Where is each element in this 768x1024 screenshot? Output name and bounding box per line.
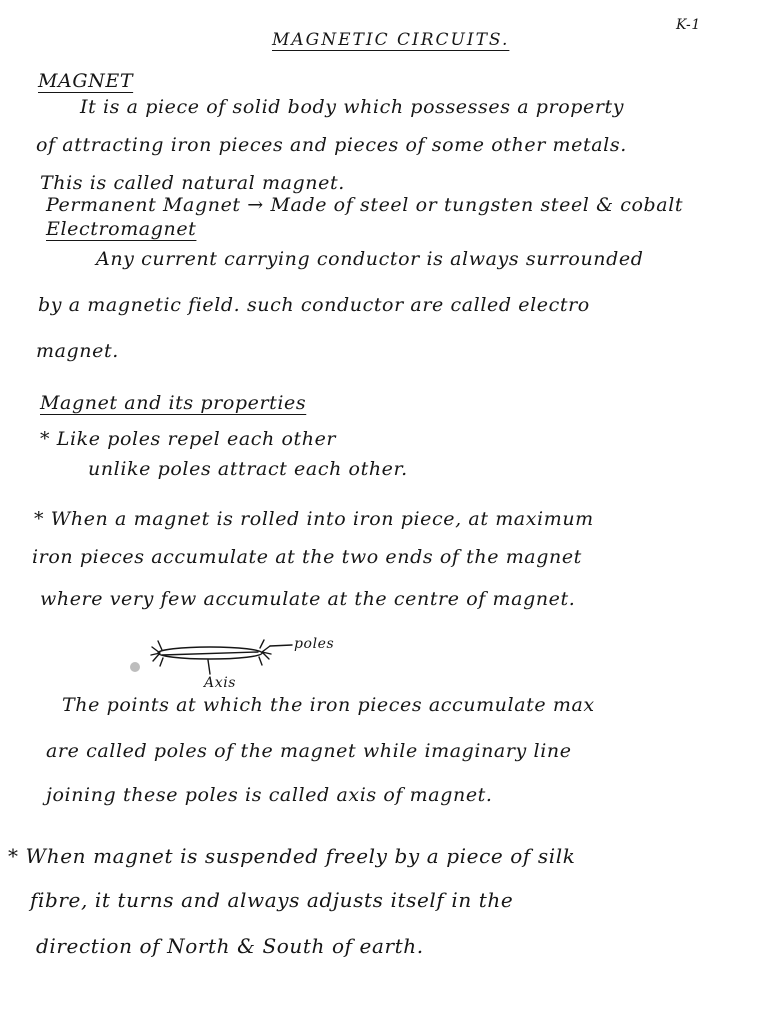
text-line: fibre, it turns and always adjusts itself in the (30, 888, 514, 912)
text-line: iron pieces accumulate at the two ends of the magnet (32, 546, 582, 568)
text-line: It is a piece of solid body which possesses a property (80, 96, 625, 118)
text-line: are called poles of the magnet while imaginary line (46, 740, 572, 762)
heading-magnet: MAGNET (38, 70, 134, 92)
figure-poles-label: poles (294, 636, 335, 652)
text-line: unlike poles attract each other. (88, 458, 408, 480)
text-line: Any current carrying conductor is always surrounded (96, 248, 644, 270)
heading-properties: Magnet and its properties (40, 392, 307, 414)
text-line: by a magnetic field. such conductor are called electro (38, 294, 590, 316)
heading-electromagnet: Electromagnet (46, 218, 197, 240)
page-title: MAGNETIC CIRCUITS. (272, 30, 510, 50)
text-line: The points at which the iron pieces accumulate max (62, 694, 595, 716)
text-line: * When magnet is suspended freely by a piece of silk (8, 844, 576, 868)
page-number: K-1 (676, 17, 701, 33)
text-line: Permanent Magnet → Made of steel or tungsten steel & cobalt (46, 194, 684, 216)
text-line: * Like poles repel each other (40, 428, 337, 450)
text-line: where very few accumulate at the centre of magnet. (40, 588, 576, 610)
text-line: * When a magnet is rolled into iron piece, at maximum (34, 508, 594, 530)
text-line: direction of North & South of earth. (36, 934, 424, 958)
text-line: This is called natural magnet. (40, 172, 345, 194)
text-line: magnet. (36, 340, 119, 362)
text-line: of attracting iron pieces and pieces of some other metals. (36, 134, 627, 156)
text-line: joining these poles is called axis of magnet. (46, 784, 493, 806)
figure-axis-label: Axis (204, 675, 237, 691)
